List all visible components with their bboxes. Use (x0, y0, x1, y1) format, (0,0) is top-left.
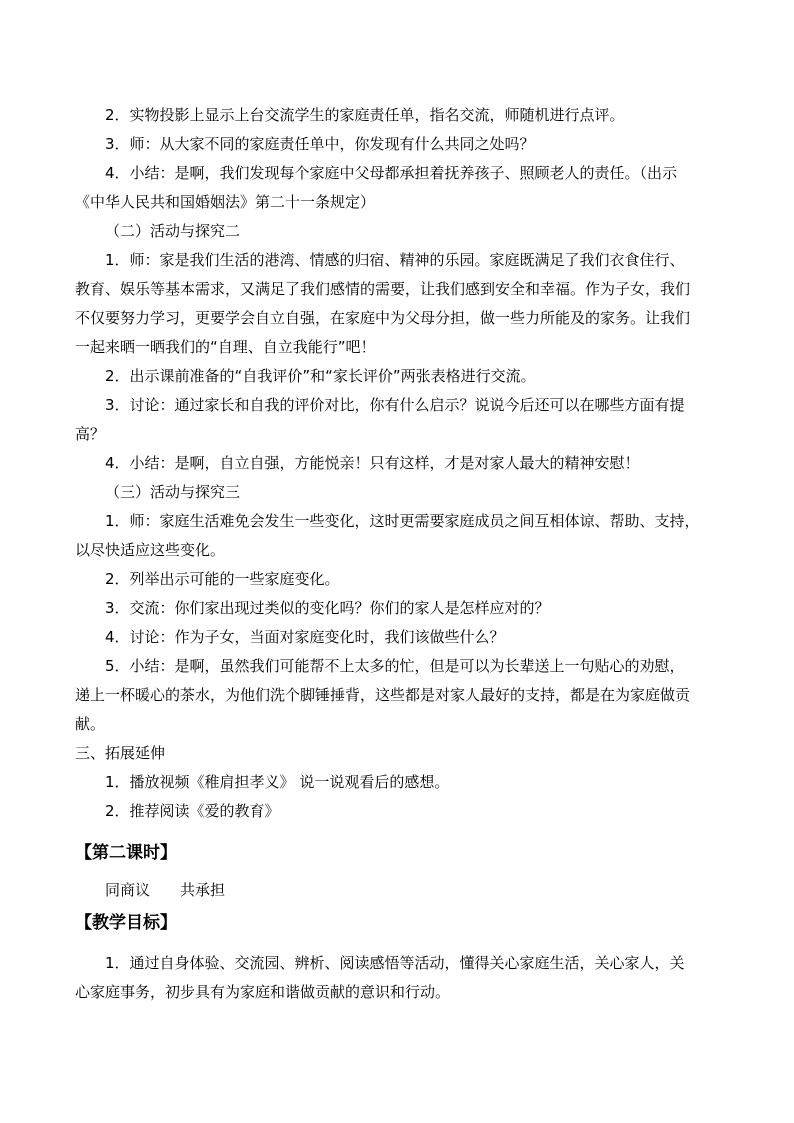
section-subheading: （二）活动与探究二 (105, 222, 241, 240)
paragraph-line: 1．师：家是我们生活的港湾、情感的归宿、精神的乐园。家庭既满足了我们衣食住行、 (105, 251, 685, 269)
paragraph-line: 1．师：家庭生活难免会发生一些变化，这时更需要家庭成员之间互相体谅、帮助、支持， (105, 512, 700, 530)
lesson-heading: 【第二课时】 (75, 843, 177, 863)
paragraph-line: 4．讨论：作为子女，当面对家庭变化时，我们该做些什么？ (105, 628, 505, 646)
paragraph-line: 2．实物投影上显示上台交流学生的家庭责任单，指名交流，师随机进行点评。 (105, 106, 625, 124)
paragraph-line: 教育、娱乐等基本需求，又满足了我们感情的需要，让我们感到安全和幸福。作为子女，我们 (75, 280, 691, 298)
paragraph-line: 以尽快适应这些变化。 (75, 541, 226, 559)
section-heading: 三、拓展延伸 (75, 744, 166, 762)
paragraph-line: 3．师：从大家不同的家庭责任单中，你发现有什么共同之处吗？ (105, 135, 535, 153)
paragraph-line: 2．列举出示可能的一些家庭变化。 (105, 570, 340, 588)
paragraph-line: 1．播放视频《稚肩担孝义》 说一说观看后的感想。 (105, 773, 450, 791)
paragraph-line: 4．小结：是啊，我们发现每个家庭中父母都承担着抚养孩子、照顾老人的责任。（出示 (105, 164, 678, 182)
paragraph-line: 1．通过自身体验、交流园、辨析、阅读感悟等活动，懂得关心家庭生活，关心家人，关 (105, 954, 685, 972)
paragraph-line: 心家庭事务，初步具有为家庭和谐做贡献的意识和行动。 (75, 983, 451, 1001)
paragraph-line: 5．小结：是啊，虽然我们可能帮不上太多的忙，但是可以为长辈送上一句贴心的劝慰， (105, 657, 685, 675)
paragraph-line: 2．推荐阅读《爱的教育》 (105, 802, 280, 820)
paragraph-line: 2．出示课前准备的“自我评价”和“家长评价”两张表格进行交流。 (105, 367, 536, 385)
paragraph-line: 3．交流：你们家出现过类似的变化吗？你们的家人是怎样应对的？ (105, 599, 550, 617)
objectives-heading: 【教学目标】 (75, 913, 177, 933)
lesson-subtitle: 同商议 共承担 (105, 881, 226, 899)
section-subheading: （三）活动与探究三 (105, 483, 241, 501)
paragraph-line: 《中华人民共和国婚姻法》第二十一条规定） (75, 193, 376, 211)
paragraph-line: 3．讨论：通过家长和自我的评价对比，你有什么启示？说说今后还可以在哪些方面有提 (105, 396, 685, 414)
paragraph-line: 献。 (75, 715, 106, 733)
paragraph-line: 高？ (75, 425, 106, 443)
paragraph-line: 递上一杯暖心的茶水，为他们洗个脚锤捶背，这些都是对家人最好的支持，都是在为家庭做贡 (75, 686, 691, 704)
paragraph-line: 一起来晒一晒我们的“自理、自立我能行”吧！ (75, 338, 376, 356)
paragraph-line: 不仅要努力学习，更要学会自立自强，在家庭中为父母分担，做一些力所能及的家务。让我们 (75, 309, 691, 327)
paragraph-line: 4．小结：是啊，自立自强，方能悦亲！只有这样，才是对家人最大的精神安慰！ (105, 454, 640, 472)
